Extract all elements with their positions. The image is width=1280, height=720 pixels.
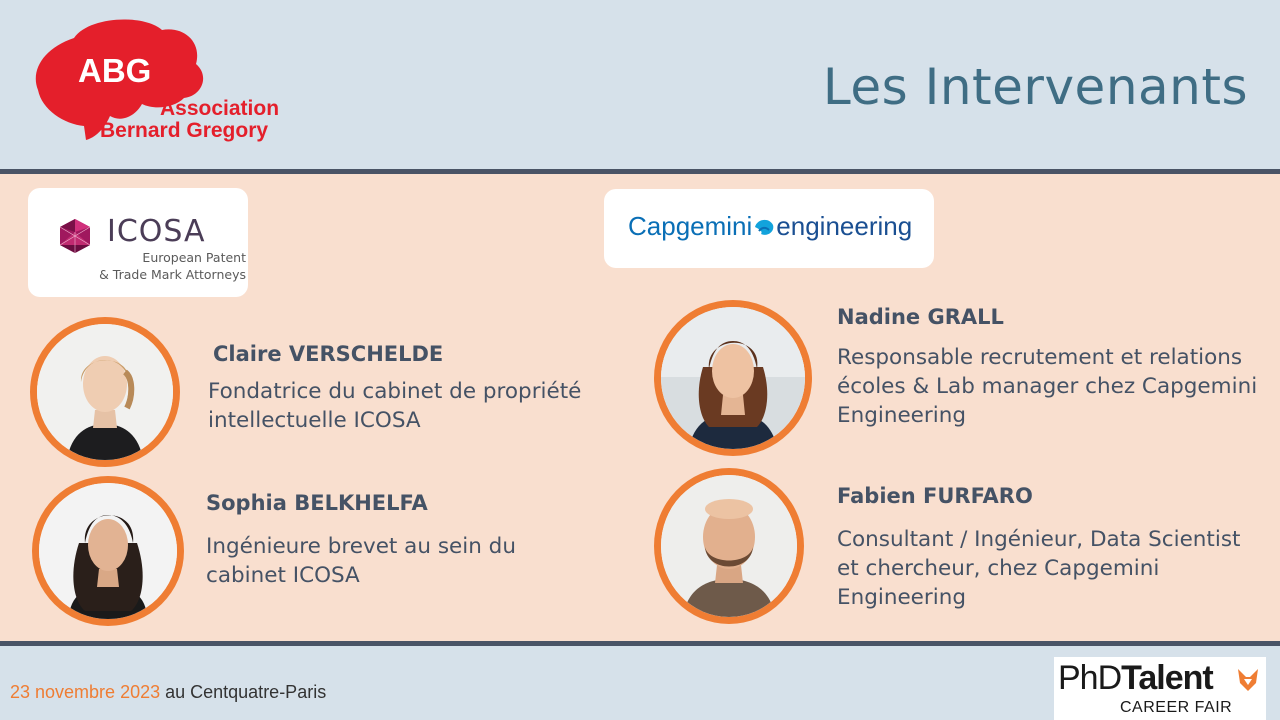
icosa-subtitle-line2: & Trade Mark Attorneys <box>99 267 246 282</box>
abg-org-name <box>100 98 279 142</box>
event-date: 23 novembre 2023 <box>10 682 161 702</box>
event-date-venue <box>10 682 326 703</box>
speaker-photo-claire <box>30 317 180 467</box>
portrait-sophia-icon <box>39 483 177 619</box>
speaker-desc-line: cabinet ICOSA <box>206 563 360 588</box>
slide-header <box>0 0 1280 169</box>
capgemini-logo-card <box>604 189 934 268</box>
phdtalent-part1: PhD <box>1058 659 1122 697</box>
speakers-panel <box>0 174 1280 641</box>
speaker-desc-line: Responsable recrutement et relations <box>837 345 1243 370</box>
speaker-desc-claire <box>208 377 581 435</box>
abg-org-line2: Bernard Gregory <box>100 119 269 142</box>
portrait-nadine-icon <box>661 307 805 449</box>
phdtalent-part2: Talent <box>1121 659 1213 697</box>
portrait-claire-icon <box>37 324 173 460</box>
speaker-desc-fabien <box>837 525 1240 612</box>
speaker-name-sophia: Sophia BELKHELFA <box>206 491 428 515</box>
icosa-subtitle-line1: European Patent <box>142 250 246 265</box>
capgemini-engineering: engineering <box>776 211 913 241</box>
speaker-name-claire: Claire VERSCHELDE <box>213 342 444 366</box>
speaker-photo-nadine <box>654 300 812 456</box>
abg-org-line1: Association <box>160 97 280 120</box>
phdtalent-wordmark <box>1058 659 1213 698</box>
fox-icon <box>1236 667 1260 693</box>
speaker-desc-sophia <box>206 532 516 590</box>
speaker-desc-line: Consultant / Ingénieur, Data Scientist <box>837 527 1241 552</box>
icosa-logo-card <box>28 188 248 297</box>
icosa-wordmark: ICOSA <box>107 214 206 249</box>
footer-divider <box>0 641 1280 646</box>
capgemini-name: Capgemini <box>628 211 753 241</box>
icosa-subtitle <box>58 249 246 283</box>
capgemini-wordmark <box>628 211 912 242</box>
speaker-desc-nadine <box>837 343 1257 430</box>
capgemini-spade-icon <box>753 216 775 238</box>
speaker-desc-line: Engineering <box>837 585 966 610</box>
speaker-desc-line: et chercheur, chez Capgemini <box>837 556 1160 581</box>
speaker-photo-fabien <box>654 468 804 624</box>
speaker-photo-sophia <box>32 476 184 626</box>
speaker-desc-line: écoles & Lab manager chez Capgemini <box>837 374 1258 399</box>
abg-logo-text: ABG <box>78 52 152 89</box>
speaker-desc-line: Engineering <box>837 403 966 428</box>
speaker-name-fabien: Fabien FURFARO <box>837 484 1033 508</box>
page-title: Les Intervenants <box>822 58 1248 116</box>
speaker-name-nadine: Nadine GRALL <box>837 305 1004 329</box>
speaker-desc-line: intellectuelle ICOSA <box>208 408 421 433</box>
portrait-fabien-icon <box>661 475 797 617</box>
event-venue: au Centquatre-Paris <box>160 682 327 702</box>
speaker-desc-line: Fondatrice du cabinet de propriété <box>208 379 582 404</box>
phdtalent-subtitle: CAREER FAIR <box>1120 699 1233 716</box>
phdtalent-logo <box>1054 657 1266 720</box>
speaker-desc-line: Ingénieure brevet au sein du <box>206 534 516 559</box>
